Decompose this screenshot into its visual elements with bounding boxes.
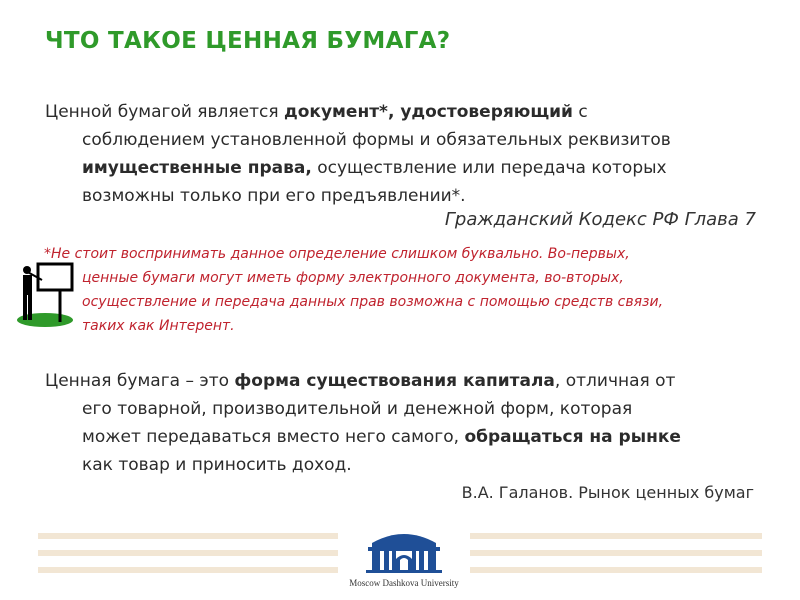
definition2-line-1: Ценная бумага – это форма существования капитала, отличная от: [45, 371, 676, 391]
slide-title: ЧТО ТАКОЕ ЦЕННАЯ БУМАГА?: [45, 28, 451, 54]
decor-stripe: [470, 550, 762, 556]
source-civil-code: Гражданский Кодекс РФ Глава 7: [444, 209, 756, 230]
footnote-block: [44, 242, 764, 338]
decor-stripe: [38, 567, 338, 573]
source-galanov: В.А. Галанов. Рынок ценных бумаг: [461, 483, 754, 502]
footnote-line-4: таких как Интерент.: [82, 318, 235, 334]
definition-line-4: возможны только при его предъявлении*.: [82, 186, 466, 206]
definition-line-2: соблюдением установленной формы и обязательных реквизитов: [82, 130, 671, 150]
decor-stripe: [38, 550, 338, 556]
definition-block: [45, 98, 775, 210]
decor-stripe: [470, 533, 762, 539]
footnote-line-1: *Не стоит воспринимать данное определение слишком буквально. Во-первых,: [44, 246, 630, 262]
footnote-line-2: ценные бумаги могут иметь форму электронного документа, во-вторых,: [82, 270, 624, 286]
decor-stripe: [470, 567, 762, 573]
university-gate-logo: [364, 527, 444, 573]
definition-line-1: Ценной бумагой является документ*, удостоверяющий с: [45, 102, 588, 122]
definition2-line-3: может передаваться вместо него самого, обращаться на рынке: [82, 427, 681, 447]
university-logo: [338, 527, 470, 593]
definition2-line-4: как товар и приносить доход.: [82, 455, 352, 475]
decor-stripe: [38, 533, 338, 539]
footnote-line-3: осуществление и передача данных прав возможна с помощью средств связи,: [82, 294, 664, 310]
definition2-block: [45, 367, 775, 479]
definition-line-3: имущественные права, осуществление или передача которых: [82, 158, 667, 178]
logo-caption: Moscow Dashkova University: [349, 578, 459, 588]
definition2-line-2: его товарной, производительной и денежной форм, которая: [82, 399, 633, 419]
